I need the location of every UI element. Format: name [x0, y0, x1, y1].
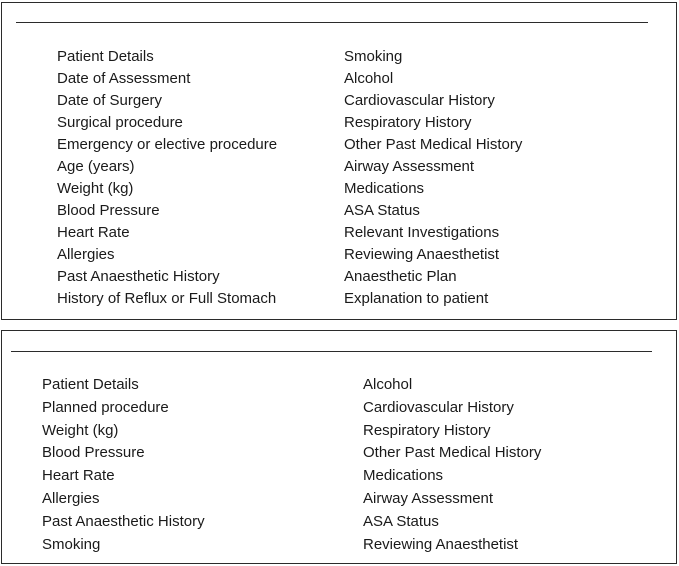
header-rule: [16, 22, 648, 23]
list-item: History of Reflux or Full Stomach: [57, 290, 277, 307]
list-item: Allergies: [57, 246, 115, 263]
list-item: Weight (kg): [42, 421, 119, 439]
checklist-panel-b: [1, 330, 677, 564]
list-item: Date of Assessment: [57, 70, 191, 87]
list-item: Respiratory History: [363, 421, 491, 439]
list-item: Medications: [363, 467, 444, 485]
list-item: Alcohol: [344, 70, 394, 87]
list-item: ASA Status: [344, 202, 420, 219]
header-rule: [11, 351, 652, 352]
list-item: Reviewing Anaesthetist: [344, 246, 500, 263]
list-item: Cardiovascular History: [363, 398, 514, 416]
list-item: Date of Surgery: [57, 92, 163, 109]
list-item: Patient Details: [42, 376, 139, 393]
list-item: Emergency or elective procedure: [57, 136, 278, 153]
left-column-list: [42, 374, 205, 556]
list-item: Airway Assessment: [363, 489, 494, 507]
list-item: Age (years): [57, 158, 135, 175]
list-item: Smoking: [42, 535, 101, 553]
list-item: Reviewing Anaesthetist: [363, 535, 519, 553]
list-item: Airway Assessment: [344, 158, 475, 175]
list-item: Relevant Investigations: [344, 224, 500, 241]
list-item: Past Anaesthetic History: [42, 512, 205, 530]
list-item: Past Anaesthetic History: [57, 268, 220, 285]
list-item: Weight (kg): [57, 180, 134, 197]
list-item: Medications: [344, 180, 425, 197]
left-column-list: [57, 46, 277, 310]
list-item: Planned procedure: [42, 398, 169, 416]
list-item: Anaesthetic Plan: [344, 268, 457, 285]
list-item: ASA Status: [363, 512, 439, 530]
list-item: Other Past Medical History: [363, 444, 542, 462]
list-item: Surgical procedure: [57, 114, 183, 131]
list-item: Alcohol: [363, 376, 413, 393]
list-item: Allergies: [42, 489, 100, 507]
list-item: Cardiovascular History: [344, 92, 495, 109]
checklist-panel-a: [1, 2, 677, 320]
list-item: Explanation to patient: [344, 290, 489, 307]
list-item: Smoking: [344, 48, 403, 65]
list-item: Heart Rate: [42, 467, 115, 485]
list-item: Patient Details: [57, 48, 154, 65]
right-column-list: [344, 46, 522, 310]
right-column-list: [363, 374, 541, 556]
list-item: Blood Pressure: [57, 202, 160, 219]
list-item: Heart Rate: [57, 224, 130, 241]
list-item: Respiratory History: [344, 114, 472, 131]
list-item: Blood Pressure: [42, 444, 145, 462]
list-item: Other Past Medical History: [344, 136, 523, 153]
